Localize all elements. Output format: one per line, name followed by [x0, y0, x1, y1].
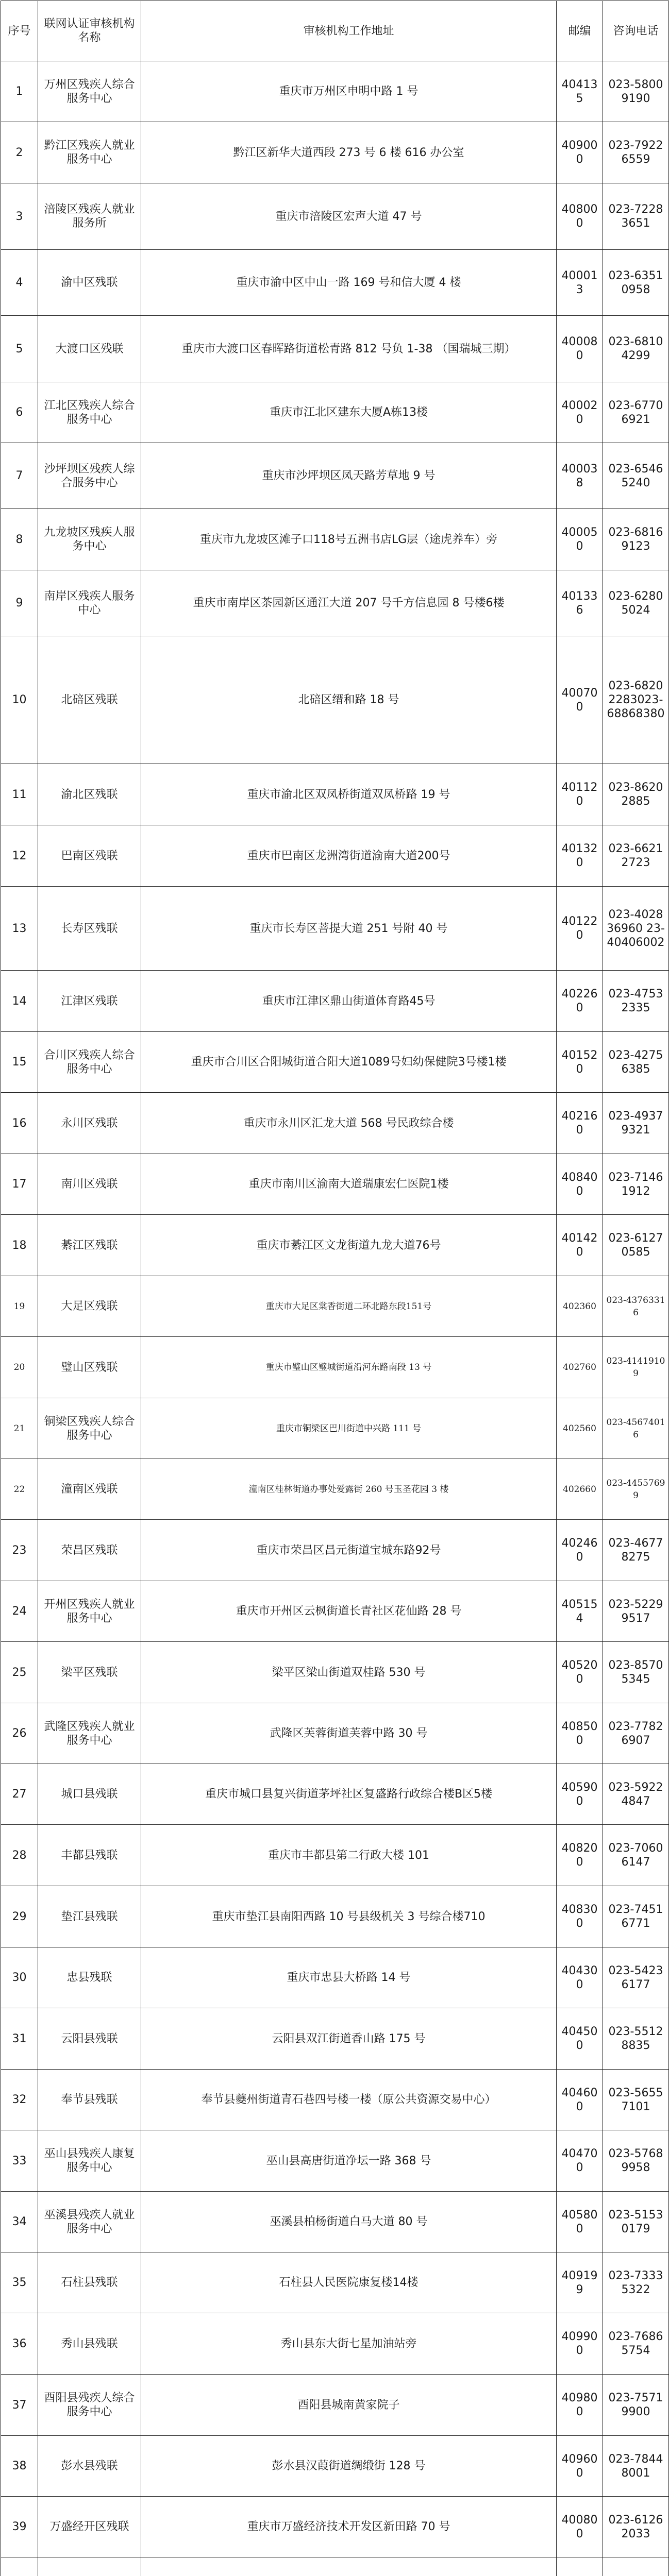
- row-agency-name: 巫山县残疾人康复服务中心: [38, 2130, 141, 2192]
- row-seq: 22: [1, 1459, 38, 1520]
- table-row: [1, 2252, 669, 2313]
- row-phone: 023-68202283023-68868380: [603, 636, 669, 764]
- table-row: [1, 1764, 669, 1825]
- row-address: 重庆市荣昌区昌元街道宝城东路92号: [141, 1520, 557, 1581]
- row-zip: 402760: [557, 1337, 603, 1398]
- table-row: [1, 1154, 669, 1215]
- row-seq: 8: [1, 509, 38, 570]
- row-zip: 409800: [557, 2375, 603, 2436]
- row-address: 彭水县汉葭街道绸缎街 128 号: [141, 2436, 557, 2497]
- row-agency-name: 綦江区残联: [38, 1215, 141, 1276]
- row-address: 重庆市南川区渝南大道瑞康宏仁医院1楼: [141, 1154, 557, 1215]
- row-phone: 023-63510958: [603, 250, 669, 316]
- row-address: 重庆市万盛经济技术开发区新田路 70 号: [141, 2497, 557, 2557]
- row-phone: 023-51530179: [603, 2192, 669, 2252]
- row-zip: 409900: [557, 2313, 603, 2375]
- table-row: [1, 2192, 669, 2252]
- row-address: 重庆市沙坪坝区凤天路芳草地 9 号: [141, 443, 557, 509]
- row-zip: 401520: [557, 1032, 603, 1093]
- row-phone: 023-73335322: [603, 2252, 669, 2313]
- row-address: 巫溪县柏杨街道白马大道 80 号: [141, 2192, 557, 2252]
- row-address: 潼南区桂林街道办事处爱露街 260 号玉圣花园 3 楼: [141, 1459, 557, 1520]
- table-row: [1, 1825, 669, 1886]
- row-agency-name: 万盛经开区残联: [38, 2497, 141, 2557]
- row-address: 重庆市渝中区中山一路 169 号和信大厦 4 楼: [141, 250, 557, 316]
- row-phone: 023-65465240: [603, 443, 669, 509]
- row-seq: 27: [1, 1764, 38, 1825]
- row-agency-name: [38, 2557, 141, 2576]
- row-seq: 15: [1, 1032, 38, 1093]
- row-agency-name: 荣昌区残联: [38, 1520, 141, 1581]
- row-seq: 20: [1, 1337, 38, 1398]
- row-seq: 1: [1, 61, 38, 122]
- table-row: [1, 2313, 669, 2375]
- row-phone: 023-78448001: [603, 2436, 669, 2497]
- row-zip: 408300: [557, 1886, 603, 1947]
- table-row: [1, 183, 669, 250]
- row-zip: 402360: [557, 1276, 603, 1337]
- row-seq: 35: [1, 2252, 38, 2313]
- table-row: [1, 971, 669, 1032]
- row-address: 重庆市万州区申明中路 1 号: [141, 61, 557, 122]
- row-agency-name: 秀山县残联: [38, 2313, 141, 2375]
- table-row: [1, 443, 669, 509]
- row-phone: 023-44557699: [603, 1459, 669, 1520]
- table-row: [1, 1886, 669, 1947]
- row-address: 重庆市垫江县南阳西路 10 号县级机关 3 号综合楼710: [141, 1886, 557, 1947]
- row-zip: 404135: [557, 61, 603, 122]
- row-seq: 14: [1, 971, 38, 1032]
- row-seq: 19: [1, 1276, 38, 1337]
- row-phone: [603, 2557, 669, 2576]
- row-phone: 023-47532335: [603, 971, 669, 1032]
- table-row: [1, 1093, 669, 1154]
- row-zip: 405154: [557, 1581, 603, 1642]
- row-phone: 023-57689958: [603, 2130, 669, 2192]
- row-address: 北碚区缙和路 18 号: [141, 636, 557, 764]
- table-row: [1, 122, 669, 183]
- table-row: [1, 570, 669, 636]
- row-agency-name: 彭水县残联: [38, 2436, 141, 2497]
- row-phone: 023-72283651: [603, 183, 669, 250]
- row-phone: 023-76865754: [603, 2313, 669, 2375]
- row-agency-name: 南岸区残疾人服务中心: [38, 570, 141, 636]
- row-address: 武隆区芙蓉街道芙蓉中路 30 号: [141, 1703, 557, 1764]
- row-seq: 7: [1, 443, 38, 509]
- row-zip: 402160: [557, 1093, 603, 1154]
- row-agency-name: 铜梁区残疾人综合服务中心: [38, 1398, 141, 1459]
- row-zip: 404300: [557, 1947, 603, 2008]
- row-phone: 023-41419109: [603, 1337, 669, 1398]
- row-zip: 409000: [557, 122, 603, 183]
- row-agency-name: 石柱县残联: [38, 2252, 141, 2313]
- row-seq: 16: [1, 1093, 38, 1154]
- table-row: [1, 2557, 669, 2576]
- row-agency-name: 江津区残联: [38, 971, 141, 1032]
- table-row: [1, 2436, 669, 2497]
- row-zip: 400038: [557, 443, 603, 509]
- row-agency-name: 沙坪坝区残疾人综合服务中心: [38, 443, 141, 509]
- row-address: 重庆市渝北区双凤桥街道双凤桥路 19 号: [141, 764, 557, 825]
- table-body: [1, 61, 669, 2576]
- row-agency-name: 丰都县残联: [38, 1825, 141, 1886]
- row-phone: 023-42756385: [603, 1032, 669, 1093]
- row-phone: 023-49379321: [603, 1093, 669, 1154]
- row-phone: 023-52299517: [603, 1581, 669, 1642]
- row-seq: 12: [1, 825, 38, 887]
- row-zip: 402560: [557, 1398, 603, 1459]
- row-phone: 023-58009190: [603, 61, 669, 122]
- row-seq: 3: [1, 183, 38, 250]
- row-address: 重庆市铜梁区巴川街道中兴路 111 号: [141, 1398, 557, 1459]
- row-zip: 409199: [557, 2252, 603, 2313]
- table-row: [1, 1215, 669, 1276]
- row-agency-name: 涪陵区残疾人就业服务所: [38, 183, 141, 250]
- row-phone: 023-68169123: [603, 509, 669, 570]
- header-address: 审核机构工作地址: [141, 1, 557, 61]
- row-agency-name: 大渡口区残联: [38, 316, 141, 382]
- row-phone: 023-86202885: [603, 764, 669, 825]
- row-zip: 408400: [557, 1154, 603, 1215]
- row-zip: 405900: [557, 1764, 603, 1825]
- row-zip: 400080: [557, 316, 603, 382]
- header-zip: 邮编: [557, 1, 603, 61]
- table-row: [1, 509, 669, 570]
- row-seq: 10: [1, 636, 38, 764]
- row-address: 石柱县人民医院康复楼14楼: [141, 2252, 557, 2313]
- row-agency-name: 渝北区残联: [38, 764, 141, 825]
- row-phone: 023-70606147: [603, 1825, 669, 1886]
- row-seq: 37: [1, 2375, 38, 2436]
- row-phone: 023-77826907: [603, 1703, 669, 1764]
- row-seq: 17: [1, 1154, 38, 1215]
- row-address: 重庆市大渡口区春晖路街道松青路 812 号负 1-38 （国瑞城三期）: [141, 316, 557, 382]
- row-seq: [1, 2557, 38, 2576]
- table-row: [1, 316, 669, 382]
- row-address: 酉阳县城南黄家院子: [141, 2375, 557, 2436]
- row-agency-name: 江北区残疾人综合服务中心: [38, 382, 141, 443]
- row-zip: 404600: [557, 2070, 603, 2130]
- row-seq: 11: [1, 764, 38, 825]
- row-agency-name: 璧山区残联: [38, 1337, 141, 1398]
- table-row: [1, 1642, 669, 1703]
- row-seq: 5: [1, 316, 38, 382]
- row-phone: 023-46778275: [603, 1520, 669, 1581]
- row-agency-name: 潼南区残联: [38, 1459, 141, 1520]
- table-row: [1, 1398, 669, 1459]
- row-zip: 404500: [557, 2008, 603, 2070]
- row-seq: 26: [1, 1703, 38, 1764]
- row-zip: 404700: [557, 2130, 603, 2192]
- row-agency-name: 万州区残疾人综合服务中心: [38, 61, 141, 122]
- row-seq: 39: [1, 2497, 38, 2557]
- row-phone: 023-75719900: [603, 2375, 669, 2436]
- row-seq: 23: [1, 1520, 38, 1581]
- table-header-row: [1, 1, 669, 61]
- row-seq: 32: [1, 2070, 38, 2130]
- row-address: 黔江区新华大道西段 273 号 6 楼 616 办公室: [141, 122, 557, 183]
- row-seq: 30: [1, 1947, 38, 2008]
- table-row: [1, 1703, 669, 1764]
- row-seq: 31: [1, 2008, 38, 2070]
- row-zip: 401120: [557, 764, 603, 825]
- row-seq: 9: [1, 570, 38, 636]
- table-row: [1, 636, 669, 764]
- row-seq: 2: [1, 122, 38, 183]
- row-agency-name: 垫江县残联: [38, 1886, 141, 1947]
- table-row: [1, 764, 669, 825]
- row-zip: [557, 2557, 603, 2576]
- row-phone: 023-45674016: [603, 1398, 669, 1459]
- row-seq: 28: [1, 1825, 38, 1886]
- row-phone: 023-54236177: [603, 1947, 669, 2008]
- row-seq: 21: [1, 1398, 38, 1459]
- row-agency-name: 长寿区残联: [38, 887, 141, 971]
- row-zip: 402260: [557, 971, 603, 1032]
- row-address: 重庆市合川区合阳城街道合阳大道1089号妇幼保健院3号楼1楼: [141, 1032, 557, 1093]
- row-zip: 402460: [557, 1520, 603, 1581]
- row-agency-name: 梁平区残联: [38, 1642, 141, 1703]
- row-address: 重庆市涪陵区宏声大道 47 号: [141, 183, 557, 250]
- row-zip: 408200: [557, 1825, 603, 1886]
- row-zip: 400800: [557, 2497, 603, 2557]
- row-zip: 400013: [557, 250, 603, 316]
- row-agency-name: 巴南区残联: [38, 825, 141, 887]
- row-phone: 023-61270585: [603, 1215, 669, 1276]
- table-row: [1, 1337, 669, 1398]
- row-phone: 023-59224847: [603, 1764, 669, 1825]
- row-address: 梁平区梁山街道双桂路 530 号: [141, 1642, 557, 1703]
- row-address: 云阳县双江街道香山路 175 号: [141, 2008, 557, 2070]
- row-agency-name: 城口县残联: [38, 1764, 141, 1825]
- row-agency-name: 开州区残疾人就业服务中心: [38, 1581, 141, 1642]
- table-row: [1, 1947, 669, 2008]
- row-address: 重庆市江津区鼎山街道体育路45号: [141, 971, 557, 1032]
- row-zip: 400020: [557, 382, 603, 443]
- row-zip: 402660: [557, 1459, 603, 1520]
- row-agency-name: 大足区残联: [38, 1276, 141, 1337]
- row-phone: 023-71461912: [603, 1154, 669, 1215]
- row-address: 重庆市巴南区龙洲湾街道渝南大道200号: [141, 825, 557, 887]
- row-zip: 400700: [557, 636, 603, 764]
- row-phone: 023-43763316: [603, 1276, 669, 1337]
- row-seq: 25: [1, 1642, 38, 1703]
- table-row: [1, 2130, 669, 2192]
- row-address: 重庆市綦江区文龙街道九龙大道76号: [141, 1215, 557, 1276]
- row-seq: 34: [1, 2192, 38, 2252]
- row-phone: 023-74516771: [603, 1886, 669, 1947]
- row-agency-name: 渝中区残联: [38, 250, 141, 316]
- table-row: [1, 382, 669, 443]
- row-zip: 401420: [557, 1215, 603, 1276]
- row-seq: 13: [1, 887, 38, 971]
- row-address: 重庆市丰都县第二行政大楼 101: [141, 1825, 557, 1886]
- table-row: [1, 1459, 669, 1520]
- table-row: [1, 2070, 669, 2130]
- row-zip: 408000: [557, 183, 603, 250]
- row-phone: 023-55128835: [603, 2008, 669, 2070]
- row-seq: 36: [1, 2313, 38, 2375]
- row-zip: 400050: [557, 509, 603, 570]
- table-row: [1, 1581, 669, 1642]
- row-agency-name: 云阳县残联: [38, 2008, 141, 2070]
- row-address: 重庆市九龙坡区滩子口118号五洲书店LG层（途虎养车）旁: [141, 509, 557, 570]
- table-row: [1, 250, 669, 316]
- row-agency-name: 巫溪县残疾人就业服务中心: [38, 2192, 141, 2252]
- row-agency-name: 武隆区残疾人就业服务中心: [38, 1703, 141, 1764]
- row-seq: 24: [1, 1581, 38, 1642]
- header-name: 联网认证审核机构名称: [38, 1, 141, 61]
- row-seq: 38: [1, 2436, 38, 2497]
- row-address: 重庆市璧山区璧城街道沿河东路南段 13 号: [141, 1337, 557, 1398]
- table-row: [1, 887, 669, 971]
- row-address: 巫山县高唐街道净坛一路 368 号: [141, 2130, 557, 2192]
- table-row: [1, 2375, 669, 2436]
- row-agency-name: 黔江区残疾人就业服务中心: [38, 122, 141, 183]
- row-address: 秀山县东大街七星加油站旁: [141, 2313, 557, 2375]
- row-agency-name: 九龙坡区残疾人服务中心: [38, 509, 141, 570]
- row-seq: 33: [1, 2130, 38, 2192]
- row-address: 重庆市江北区建东大厦A栋13楼: [141, 382, 557, 443]
- row-zip: 401220: [557, 887, 603, 971]
- row-address: 重庆市忠县大桥路 14 号: [141, 1947, 557, 2008]
- certification-agencies-table: [1, 1, 669, 2576]
- row-agency-name: 永川区残联: [38, 1093, 141, 1154]
- row-zip: 405200: [557, 1642, 603, 1703]
- row-agency-name: 合川区残疾人综合服务中心: [38, 1032, 141, 1093]
- row-address: 重庆市永川区汇龙大道 568 号民政综合楼: [141, 1093, 557, 1154]
- table-row: [1, 61, 669, 122]
- table-row: [1, 1520, 669, 1581]
- row-address: 重庆市大足区棠香街道二环北路东段151号: [141, 1276, 557, 1337]
- row-agency-name: 奉节县残联: [38, 2070, 141, 2130]
- row-address: 重庆市开州区云枫街道长青社区花仙路 28 号: [141, 1581, 557, 1642]
- row-phone: 023-85705345: [603, 1642, 669, 1703]
- row-phone: 023-68104299: [603, 316, 669, 382]
- row-phone: 023-62805024: [603, 570, 669, 636]
- row-agency-name: 忠县残联: [38, 1947, 141, 2008]
- row-phone: 023-61262033: [603, 2497, 669, 2557]
- row-phone: 023-79226559: [603, 122, 669, 183]
- row-agency-name: 南川区残联: [38, 1154, 141, 1215]
- row-seq: 4: [1, 250, 38, 316]
- row-agency-name: 北碚区残联: [38, 636, 141, 764]
- row-address: [141, 2557, 557, 2576]
- row-seq: 6: [1, 382, 38, 443]
- row-zip: 405800: [557, 2192, 603, 2252]
- row-address: 奉节县夔州街道青石巷四号楼一楼（原公共资源交易中心）: [141, 2070, 557, 2130]
- row-phone: 023-56557101: [603, 2070, 669, 2130]
- row-address: 重庆市城口县复兴街道茅坪社区复盛路行政综合楼B区5楼: [141, 1764, 557, 1825]
- table-row: [1, 1276, 669, 1337]
- row-address: 重庆市长寿区菩提大道 251 号附 40 号: [141, 887, 557, 971]
- header-phone: 咨询电话: [603, 1, 669, 61]
- row-address: 重庆市南岸区茶园新区通江大道 207 号千方信息园 8 号楼6楼: [141, 570, 557, 636]
- table-row: [1, 2497, 669, 2557]
- row-phone: 023-67706921: [603, 382, 669, 443]
- row-phone: 023-66212723: [603, 825, 669, 887]
- row-seq: 18: [1, 1215, 38, 1276]
- row-seq: 29: [1, 1886, 38, 1947]
- table-row: [1, 1032, 669, 1093]
- row-zip: 401336: [557, 570, 603, 636]
- row-zip: 408500: [557, 1703, 603, 1764]
- row-agency-name: 酉阳县残疾人综合服务中心: [38, 2375, 141, 2436]
- header-seq: 序号: [1, 1, 38, 61]
- table-row: [1, 825, 669, 887]
- row-zip: 409600: [557, 2436, 603, 2497]
- row-zip: 401320: [557, 825, 603, 887]
- row-phone: 023-402836960 23-40406002: [603, 887, 669, 971]
- table-row: [1, 2008, 669, 2070]
